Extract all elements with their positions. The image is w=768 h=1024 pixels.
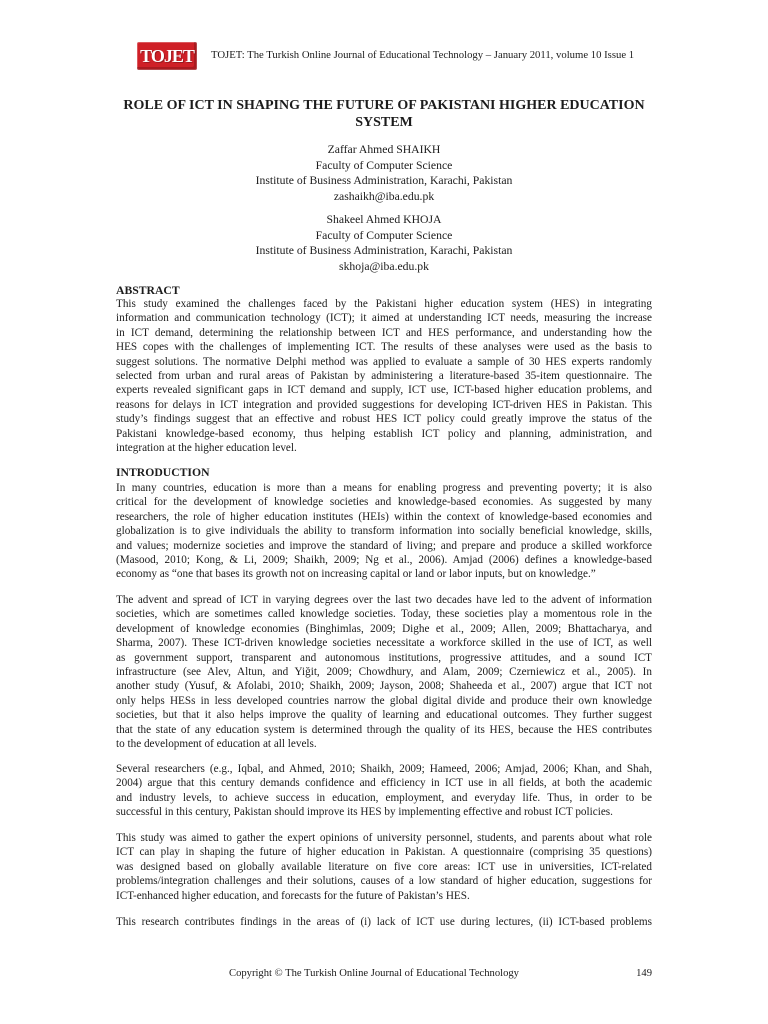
body-text-line: problems/integration challenges and their solutions, causes of a low standard of higher education, suggestions for [116, 875, 652, 888]
paper-title-line: ROLE OF ICT IN SHAPING THE FUTURE OF PAKISTANI HIGHER EDUCATION [123, 98, 645, 113]
abstract-line: selected from urban and rural areas of Pakistan by administering a literature-based 35-item questionnaire. The [116, 369, 652, 382]
body-text-line: critical for the development of knowledge societies and knowledge-based economies. As suggested by many [116, 496, 652, 509]
abstract-line: Pakistani knowledge-based economy, thus helping establish ICT policy and planning, administration, and [116, 427, 652, 440]
author-faculty: Faculty of Computer Science [315, 228, 453, 242]
author-email: zashaikh@iba.edu.pk [333, 189, 435, 203]
abstract-line: This study examined the challenges faced by the Pakistani higher education system (HES) in integrating [116, 298, 652, 310]
author-block [0, 142, 768, 204]
page-number: 149 [636, 968, 652, 979]
body-text-line: and industry levels, to achieve success in education, employment, and everyday life. Thus, in order to be [116, 791, 652, 804]
body-text-line: development of knowledge economies (Binghimlas, 2009; Dighe et al., 2009; Allen, 2009; Bhattacharya, and [116, 622, 652, 635]
body-text-line: 2004) argue that this century demands confidence and efficiency in ICT use in all fields, at both the academic [116, 777, 652, 790]
author-institute: Institute of Business Administration, Karachi, Pakistan [255, 244, 513, 257]
introduction-paragraph [116, 831, 652, 903]
journal-logo [137, 42, 197, 70]
journal-header-line: TOJET: The Turkish Online Journal of Educational Technology – January 2011, volume 10 Issue 1 [211, 49, 635, 61]
body-text-line: Sharma, 2007). These ICT-driven knowledge societies necessitate a workforce skilled in the use of ICT, as well [116, 637, 652, 650]
body-text-line: societies, but that it also helps improve the quality of learning and educational outcomes. They further suggest [116, 709, 652, 722]
abstract-line: reasons for delays in ICT integration and provided suggestions for developing ICT-driven HES in Pakistan. This [116, 398, 652, 411]
author-email: skhoja@iba.edu.pk [339, 259, 429, 273]
body-text-line: was designed based on globally available literature on five core areas: ICT use in universities, ICT-related [116, 860, 652, 873]
abstract-line: integration at the higher education level. [116, 441, 297, 454]
body-text-line: (Masood, 2010; Kong, & Li, 2009; Shaikh, 2009; Ng et al., 2006). Amjad (2006) defines a knowledge-based [116, 553, 652, 566]
author-name: Zaffar Ahmed SHAIKH [327, 143, 441, 156]
body-text-line: The advent and spread of ICT in varying degrees over the last two decades have led to the advent of information [116, 594, 652, 606]
abstract-line: study’s findings suggest that an effective and robust HES ICT policy could greatly improve the status of the [116, 413, 652, 426]
body-text-line: In many countries, education is more than a means for enabling progress and preventing poverty; it is also [116, 482, 652, 494]
body-text-line: Several researchers (e.g., Iqbal, and Ahmed, 2010; Shaikh, 2009; Hameed, 2006; Amjad, 2006; Khan, and Shah, [116, 763, 652, 775]
introduction-heading: INTRODUCTION [116, 466, 210, 479]
body-text-line: economy as “one that bases its growth not on increasing capital or land or labor inputs, but on knowledge.” [116, 568, 596, 581]
body-text-line: researchers, the role of higher education institutes (HEIs) within the context of knowledge-based economies and [116, 510, 652, 523]
abstract-line: in ICT demand, determining the relationship between ICT and HES performance, and understanding how the [116, 326, 652, 339]
body-text-line: infrastructure (see Alev, Altun, and Yiğit, 2009; Chowdhury, and Alam, 2009; Czerniewicz et al., 2005). In [116, 665, 652, 678]
body-text-line: societies, which are sometimes called knowledge societies. Today, these societies play a momentous role in the [116, 608, 652, 621]
introduction-paragraph [116, 481, 652, 582]
abstract-body [116, 297, 652, 455]
author-block [0, 212, 768, 274]
body-text-line: This study was aimed to gather the expert opinions of university personnel, students, and parents about what role [116, 832, 652, 844]
footer-copyright: Copyright © The Turkish Online Journal of Educational Technology [229, 968, 519, 979]
abstract-line: HES copes with the challenges of implementing ICT. The results of these analyses were used as the basis to [116, 341, 652, 354]
body-text-line: ICT can play in shaping the future of higher education in Pakistan. A questionnaire (comprising 35 questions) [116, 846, 652, 859]
abstract-heading: ABSTRACT [116, 284, 180, 297]
body-text-line: successful in this century, Pakistan should improve its HES by implementing effective and robust ICT policies. [116, 806, 613, 819]
body-text-line: another study (Yusuf, & Afolabi, 2010; Shaikh, 2009; Jayson, 2008; Shaheeda et al., 2007) argue that ICT not [116, 680, 652, 693]
body-text-line: globalization is to give individuals the ability to transform information into socially beneficial knowledge, skills, [116, 525, 652, 538]
author-name: Shakeel Ahmed KHOJA [326, 213, 442, 226]
paper-title-line: SYSTEM [355, 115, 413, 130]
abstract-line: suggest solutions. The normative Delphi method was applied to evaluate a sample of 30 HES experts randomly [116, 355, 652, 368]
introduction-paragraph [116, 593, 652, 751]
abstract-line: experts revealed significant gaps in ICT demand and supply, ICT use, ICT-based higher education problems, and [116, 384, 652, 397]
body-text-line: to the development of education at all levels. [116, 737, 317, 750]
introduction-paragraph [116, 762, 652, 820]
abstract-line: information and communication technology (ICT); it aimed at understanding ICT needs, measuring the increase [116, 312, 652, 325]
author-institute: Institute of Business Administration, Karachi, Pakistan [255, 174, 513, 187]
paper-title [0, 97, 768, 131]
introduction-paragraph [116, 915, 652, 929]
journal-logo-text: TOJET [140, 46, 194, 66]
body-text-line: only helps HESs in less developed countries narrow the global digital divide and produce their own knowledge [116, 694, 652, 707]
author-faculty: Faculty of Computer Science [315, 158, 453, 172]
body-text-line: and values; modernize societies and improve the standard of living; and prepare and produce a skilled workforce [116, 539, 652, 552]
body-text-line: ICT-enhanced higher education, and forecasts for the future of Pakistan’s HES. [116, 889, 470, 902]
body-text-line: as government support, transparent and autonomous institutions, progressive attitudes, and a sound ICT [116, 651, 652, 664]
body-text-line: that the state of any education system is determined through the quality of its HES, because the HES contributes [116, 723, 652, 736]
body-text-line: This research contributes findings in the areas of (i) lack of ICT use during lectures, (ii) ICT-based problems [116, 916, 652, 928]
